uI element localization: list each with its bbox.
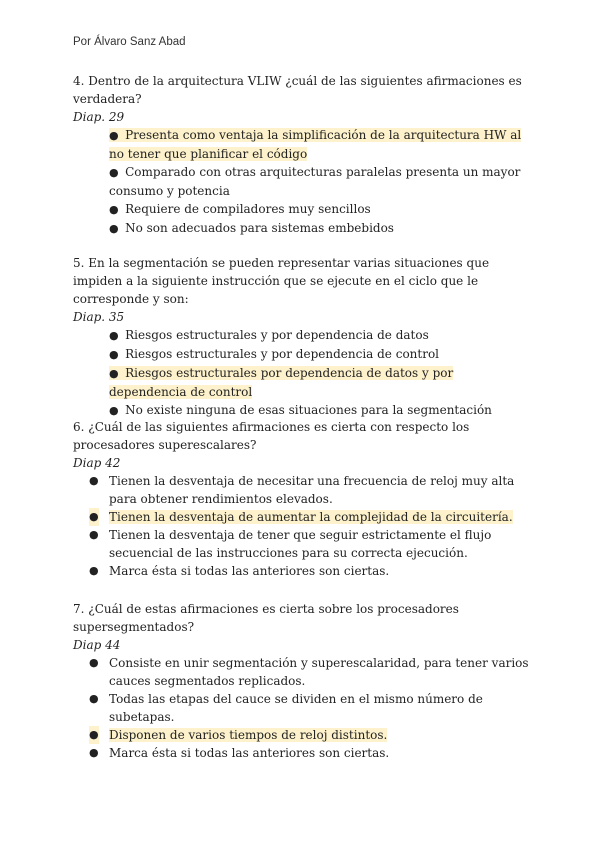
option: ● Marca ésta si todas las anteriores son ciertas. xyxy=(89,564,390,578)
option: ● Marca ésta si todas las anteriores son ciertas. xyxy=(89,746,390,760)
question-text: 7. ¿Cuál de estas afirmaciones es cierta sobre los procesadores supersegmentados? xyxy=(73,602,459,634)
option-correct: ● Disponen de varios tiempos de reloj distintos. xyxy=(89,728,388,742)
question-7 xyxy=(73,600,533,762)
slide-reference: Diap. 35 xyxy=(73,310,125,324)
option: ● Tienen la desventaja de necesitar una frecuencia de reloj muy alta para obtener rendimientos elevados. xyxy=(89,474,515,506)
question-4 xyxy=(73,72,533,238)
slide-reference: Diap 42 xyxy=(73,456,121,470)
question-5 xyxy=(73,254,533,420)
bullet-icon: ● xyxy=(109,203,123,216)
bullet-icon: ● xyxy=(89,692,99,705)
option-list xyxy=(73,126,533,238)
bullet-icon: ● xyxy=(89,564,99,577)
bullet-icon: ● xyxy=(109,367,123,380)
bullet-icon: ● xyxy=(109,222,123,235)
bullet-icon: ● xyxy=(109,348,123,361)
option: ● Comparado con otras arquitecturas paralelas presenta un mayor consumo y potencia xyxy=(109,165,521,198)
option: ● No existe ninguna de esas situaciones para la segmentación xyxy=(109,403,492,417)
option: ● Riesgos estructurales y por dependencia de control xyxy=(109,347,440,361)
bullet-icon: ● xyxy=(89,528,99,541)
option-list xyxy=(73,654,533,762)
bullet-icon: ● xyxy=(89,726,99,744)
option: ● Todas las etapas del cauce se dividen en el mismo número de subetapas. xyxy=(89,692,483,724)
slide-reference: Diap. 29 xyxy=(73,110,125,124)
option-correct: ● Presenta como ventaja la simplificación de la arquitectura HW al no tener que planificar el código xyxy=(109,128,522,161)
bullet-icon: ● xyxy=(109,329,123,342)
option: ● Riesgos estructurales y por dependencia de datos xyxy=(109,328,429,342)
question-6 xyxy=(73,418,533,580)
question-text: 5. En la segmentación se pueden representar varias situaciones que impiden a la siguiente instrucción que se ejecute en el ciclo que le corresponde y son: xyxy=(73,256,490,306)
option: ● Tienen la desventaja de tener que seguir estrictamente el flujo secuencial de las instrucciones para su correcta ejecución. xyxy=(89,528,492,560)
bullet-icon: ● xyxy=(109,404,123,417)
bullet-icon: ● xyxy=(89,508,99,526)
question-text: 6. ¿Cuál de las siguientes afirmaciones es cierta con respecto los procesadores superescalares? xyxy=(73,420,470,452)
question-text: 4. Dentro de la arquitectura VLIW ¿cuál de las siguientes afirmaciones es verdadera? xyxy=(73,74,522,106)
option: ● No son adecuados para sistemas embebidos xyxy=(109,221,394,235)
option-list xyxy=(73,326,533,420)
bullet-icon: ● xyxy=(109,129,123,142)
option-list xyxy=(73,472,533,580)
bullet-icon: ● xyxy=(89,746,99,759)
option: ● Requiere de compiladores muy sencillos xyxy=(109,202,371,216)
bullet-icon: ● xyxy=(89,474,99,487)
option: ● Consiste en unir segmentación y superescalaridad, para tener varios cauces segmentados replicados. xyxy=(89,656,529,688)
author-line: Por Álvaro Sanz Abad xyxy=(73,36,186,48)
slide-reference: Diap 44 xyxy=(73,638,121,652)
bullet-icon: ● xyxy=(109,166,123,179)
option-correct: ● Tienen la desventaja de aumentar la complejidad de la circuitería. xyxy=(89,510,513,524)
option-correct: ● Riesgos estructurales por dependencia de datos y por dependencia de control xyxy=(109,366,454,399)
bullet-icon: ● xyxy=(89,656,99,669)
